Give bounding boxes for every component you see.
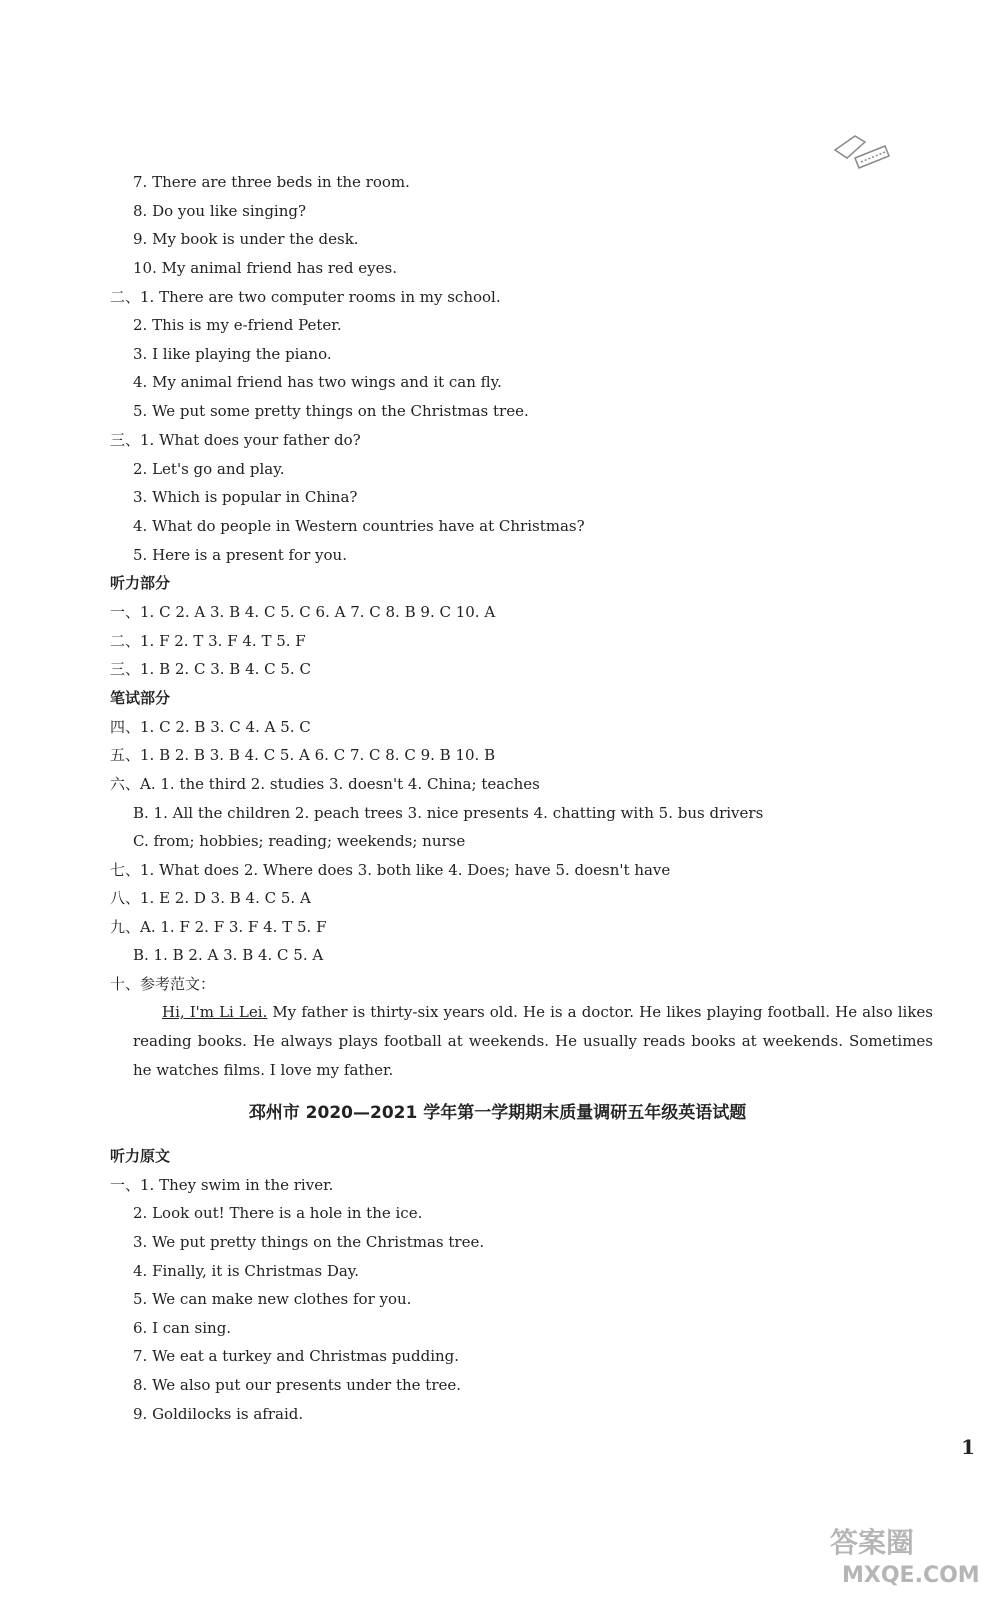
- page-number: 1: [961, 1435, 975, 1459]
- transcript-line: 10. My animal friend has red eyes.: [133, 259, 397, 277]
- transcript-line: 9. Goldilocks is afraid.: [133, 1405, 304, 1423]
- transcript-line: 3. We put pretty things on the Christmas tree.: [133, 1233, 485, 1251]
- listening-section-heading: 听力部分: [110, 574, 171, 592]
- transcript-line: 4. Finally, it is Christmas Day.: [133, 1262, 360, 1280]
- transcript-line: 5. We put some pretty things on the Christmas tree.: [133, 402, 529, 420]
- corner-stamp-logo: [825, 128, 895, 178]
- transcript-line: 5. Here is a present for you.: [133, 546, 347, 564]
- answer-line: 四、1. C 2. B 3. C 4. A 5. C: [110, 718, 311, 736]
- transcript-line: 2. Let's go and play.: [133, 460, 285, 478]
- transcript-line: 8. Do you like singing?: [133, 202, 307, 220]
- answer-line: 八、1. E 2. D 3. B 4. C 5. A: [110, 889, 311, 907]
- answer-line: 三、1. B 2. C 3. B 4. C 5. C: [110, 660, 311, 678]
- answer-line: 一、1. C 2. A 3. B 4. C 5. C 6. A 7. C 8. B 9. C 10. A: [110, 603, 496, 621]
- transcript-line: 7. There are three beds in the room.: [133, 173, 410, 191]
- exam-title: 邳州市 2020—2021 学年第一学期期末质量调研五年级英语试题: [248, 1103, 747, 1123]
- essay-body: My father is thirty-six years old. He is a doctor. He likes playing football. He also likes reading books. He always plays football at weekends. He usually reads books at weekends. Sometimes he watches films. I love my father.: [133, 1003, 933, 1079]
- svg-text:MXQE.COM: MXQE.COM: [842, 1563, 980, 1588]
- answer-line: B. 1. B 2. A 3. B 4. C 5. A: [133, 946, 324, 964]
- transcript-line: 7. We eat a turkey and Christmas pudding.: [133, 1347, 460, 1365]
- answer-line: 九、A. 1. F 2. F 3. F 4. T 5. F: [110, 918, 327, 936]
- watermark-logo: [820, 1520, 980, 1588]
- transcript-line: 3. I like playing the piano.: [133, 345, 332, 363]
- answer-line: 五、1. B 2. B 3. B 4. C 5. A 6. C 7. C 8. C 9. B 10. B: [110, 746, 496, 764]
- essay-intro: Hi, I'm Li Lei.: [162, 1003, 268, 1021]
- transcript-line: 4. What do people in Western countries have at Christmas?: [133, 517, 585, 535]
- transcript-line: 3. Which is popular in China?: [133, 488, 358, 506]
- transcript-line: 三、1. What does your father do?: [110, 431, 361, 449]
- answer-line: 二、1. F 2. T 3. F 4. T 5. F: [110, 632, 306, 650]
- transcript-line: 4. My animal friend has two wings and it can fly.: [133, 373, 502, 391]
- sample-essay: [133, 998, 933, 1085]
- transcript-line: 2. This is my e-friend Peter.: [133, 316, 342, 334]
- transcript-line: 9. My book is under the desk.: [133, 230, 359, 248]
- answer-line: 七、1. What does 2. Where does 3. both like 4. Does; have 5. doesn't have: [110, 861, 671, 879]
- transcript-line: 2. Look out! There is a hole in the ice.: [133, 1204, 423, 1222]
- answer-line: 六、A. 1. the third 2. studies 3. doesn't 4. China; teaches: [110, 775, 540, 793]
- transcript-line: 6. I can sing.: [133, 1319, 232, 1337]
- transcript-line: 8. We also put our presents under the tree.: [133, 1376, 462, 1394]
- answer-line: B. 1. All the children 2. peach trees 3. nice presents 4. chatting with 5. bus drivers: [133, 804, 764, 822]
- transcript-line: 一、1. They swim in the river.: [110, 1176, 334, 1194]
- transcript-line: 5. We can make new clothes for you.: [133, 1290, 412, 1308]
- writing-section-heading: 笔试部分: [110, 689, 171, 707]
- svg-text:答案圈: 答案圈: [830, 1526, 915, 1559]
- transcript-heading: 听力原文: [110, 1147, 171, 1165]
- answer-line: 十、参考范文：: [110, 975, 216, 993]
- answer-line: C. from; hobbies; reading; weekends; nurse: [133, 832, 466, 850]
- transcript-line: 二、1. There are two computer rooms in my school.: [110, 288, 501, 306]
